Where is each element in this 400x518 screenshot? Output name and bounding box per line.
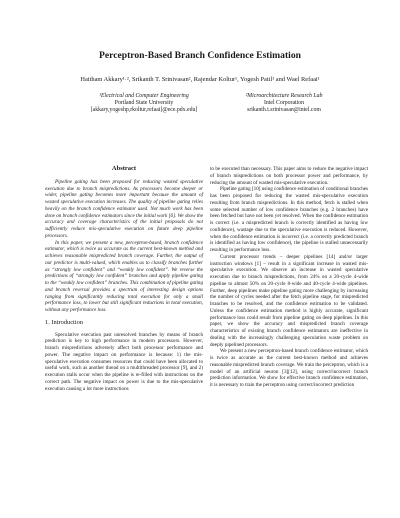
left-column: [45, 166, 203, 392]
body-paragraph-1: to be executed than necessary. This paper aims to reduce the negative impact of branch mispredictions on both processor power and performance, by reducing the amount of wasted mis-speculative execution.: [210, 166, 368, 186]
affiliation-2-department: ²Microarchitecture Research Lab: [245, 93, 323, 99]
right-column: [210, 166, 368, 389]
affiliation-1: [74, 93, 214, 114]
affiliation-2: [214, 93, 354, 114]
affiliation-2-email: srikanth.t.srinivasan@intel.com: [247, 107, 321, 113]
introduction-paragraph-1: Speculative execution past unresolved branches by means of branch prediction is key to high performance in modern processors. However, branch mispredictions adversely affect both processor performance and power. The negative impact on performance is because: 1) the mis-speculative execution consumes resources that could have been allocated to useful work, such as another thread on a multithreaded processor [9], and 2) execution stalls occur when the pipeline is re-filled with instructions on the correct path. The negative impact on power is due to the mis-speculative execution causing a lot more instructions: [45, 331, 203, 392]
affiliation-1-department: ¹Electrical and Computer Engineering: [99, 93, 189, 99]
affiliation-1-organization: Portland State University: [114, 100, 174, 106]
introduction-heading: 1. Introduction: [45, 318, 83, 326]
abstract-heading: Abstract: [111, 165, 137, 172]
affiliation-2-organization: Intel Corporation: [263, 100, 305, 106]
body-paragraph-4: We present a new perceptron-based branch confidence estimator, which is twice as accurate as the current best-known method and achieves reasonable mispredicted branch coverage. We train the perceptron, which is a model of an artificial neuron [3][12], using correct/incorrect branch prediction information. We show for effective branch confidence estimation, it is necessary to train the perceptron using correct/incorrect prediction: [210, 348, 368, 388]
body-paragraph-2: Pipeline gating [10] using confidence estimation of conditional branches has been proposed for reducing the wasted mis-speculative execution resulting from branch mispredictions. In this method, fetch is stalled when some selected number of low confidence branches (e.g. 2 branches) have been fetched but have not been yet resolved. When the confidence estimation is correct (i.e. a mispredicted branch is correctly identified as having low confidence), wastage due to the speculative execution is reduced. However, when the confidence estimation is incorrect (i.e. a correctly predicted branch is identified as having low confidence), the pipeline is stalled unnecessarily resulting in performance loss.: [210, 186, 368, 253]
affiliation-1-email: [akkary,yogeshp,rkoltur,refaai]@ece.pdx.edu]: [90, 107, 198, 113]
paper-title: Perceptron-Based Branch Confidence Estimation: [99, 50, 301, 61]
author-list: Haitham Akkary¹·², Srikanth T. Srinivasan², Rajendar Koltur¹, Yogesh Patil¹ and Wael Refaai¹: [80, 76, 320, 83]
body-paragraph-3: Current processor trends – deeper pipelines [14] and/or larger instruction windows [1] – result in a significant increase in wasted mis-speculative execution. We observe an increase in wasted speculative execution due to branch mispredictions, from 24% on a 20-cycle 4-wide pipeline to almost 50% on 20-cycle 8-wide and 40-cycle 4-wide pipelines. Further, deep pipelines make pipeline gating more challenging by increasing the number of cycles needed after the fetch pipeline stage, for mispredicted branches to be resolved, and the confidence estimation to be validated. Unless the confidence estimation method is highly accurate, significant performance loss could result from pipeline gating on deep pipelines. In this paper, we show the accuracy and mispredicted branch coverage characteristics of existing branch confidence estimators are ineffective in dealing with the increasingly challenging speculation waste problem on deeply pipelined processors.: [210, 253, 368, 348]
abstract-paragraph-2: In this paper, we present a new, perceptron-based, branch confidence estimator, which is twice as accurate as the current best-known method and achieves reasonable mispredicted branch coverage. Further, the output of our predictor is multi-valued, which enables us to classify branches further as “strongly low confident” and “weakly low confident”. We reverse the predictions of “strongly low confident” branches and apply pipeline gating to the “weakly low confident” branches. This combination of pipeline gating and branch reversal provides a spectrum of interesting design options ranging from significantly reducing total execution for only a small performance loss, to lower but still significant reductions in total execution, without any performance loss.: [45, 239, 203, 313]
abstract-paragraph-1: Pipeline gating has been proposed for reducing wasted speculative execution due to branch mispredictions. As processors become deeper or wider, pipeline gating becomes more important because the amount of wasted speculative execution increases. The quality of pipeline gating relies heavily on the branch confidence estimator used. Not much work has been done on branch confidence estimators since the initial work [6]. We show the accuracy and coverage characteristics of the initial proposals do not sufficiently reduce mis-speculative execution on future deep pipeline processors.: [45, 178, 203, 239]
